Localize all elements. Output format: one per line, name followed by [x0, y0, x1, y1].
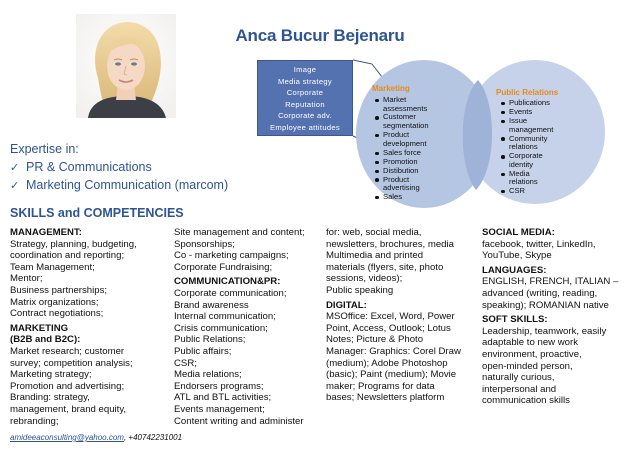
text-line: coordination and reporting;	[10, 250, 125, 262]
text-line: for: web, social media,	[326, 227, 422, 238]
text-line: environment, proactive,	[482, 348, 582, 360]
text-line: interpersonal and	[482, 383, 557, 395]
text-line: rebranding;	[10, 415, 59, 427]
skills-column-4	[482, 227, 632, 407]
text-line: Corporate Fundraising;	[174, 261, 273, 273]
list-item: Promotion	[374, 158, 429, 167]
text-line: Co - marketing campaigns;	[174, 250, 289, 262]
checkmark-icon: ✓	[10, 180, 20, 192]
list-item: development	[383, 139, 427, 149]
footer-separator: ,	[123, 433, 129, 442]
text-line: Corporate communication;	[174, 287, 287, 299]
text-line: Strategy, planning, budgeting,	[10, 238, 137, 250]
marketing-heading: MARKETING	[10, 322, 69, 334]
image-box-line: Reputation	[285, 99, 325, 109]
candidate-name: Anca Bucur Bejenaru	[235, 26, 405, 45]
list-item: Publications	[500, 99, 553, 108]
list-item: Distibution	[374, 167, 429, 176]
list-item: Sales	[374, 193, 429, 202]
text-line: speaking); ROMANIAN native	[482, 299, 609, 311]
text-line: ATL and BTL activities;	[174, 392, 272, 404]
text-line: YouTube, Skype	[482, 250, 552, 262]
digital-heading: DIGITAL:	[326, 299, 367, 311]
list-item: Issue	[500, 117, 553, 126]
expertise-item	[10, 178, 228, 192]
text-line: open-minded person,	[482, 360, 573, 372]
list-item: Media relations	[500, 170, 553, 187]
text-line: CSR;	[174, 357, 197, 369]
image-box-line: Employee attitudes	[270, 122, 340, 132]
text-line: MSOffice: Excel, Word, Power	[326, 311, 455, 323]
text-line: management, brand equity,	[10, 403, 127, 415]
text-line: bases; Newsletters platform	[326, 392, 445, 404]
text-line: Crisis communication;	[174, 322, 268, 334]
soft-skills-heading: SOFT SKILLS:	[482, 314, 548, 326]
text-line: materials (flyers, site, photo	[326, 261, 444, 273]
text-line: Contract negotiations;	[10, 308, 104, 320]
text-line: Team Management;	[10, 261, 95, 273]
text-line: Multimedia and printed	[326, 250, 424, 262]
phone-number: +40742231001	[128, 433, 183, 442]
footer-contact	[10, 433, 182, 442]
list-item: Product advertising	[374, 176, 429, 193]
social-media-heading: SOCIAL MEDIA:	[482, 227, 555, 238]
skills-title: SKILLS and COMPETENCIES	[10, 206, 184, 220]
text-line: communication skills	[482, 395, 570, 407]
list-item: relations	[509, 142, 538, 152]
text-line: Public affairs;	[174, 345, 232, 357]
text-line: advanced (writing, reading,	[482, 287, 598, 299]
text-line: sessions, videos);	[326, 273, 403, 285]
text-line: Marketing strategy;	[10, 369, 92, 381]
text-line: Content writing and administer	[174, 415, 304, 427]
languages-heading: LANGUAGES:	[482, 264, 547, 276]
text-line: Mentor;	[10, 273, 43, 285]
communication-heading: COMMUNICATION&PR:	[174, 276, 281, 288]
text-line: Manager: Graphics: Corel Draw	[326, 345, 461, 357]
image-box-line: Corporate adv.	[278, 111, 332, 121]
image-box-line: Image	[293, 65, 317, 74]
text-line: newsletters, brochures, media	[326, 238, 454, 250]
text-line: (basic); Paint (medium); Movie	[326, 369, 457, 381]
list-item: Product	[374, 131, 429, 140]
text-line: survey; competition analysis;	[10, 357, 133, 369]
expertise-label: Marketing Communication (marcom)	[26, 178, 229, 192]
list-item: Customer	[374, 113, 429, 122]
text-line: maker; Programs for data	[326, 380, 435, 392]
text-line: facebook, twitter, LinkedIn,	[482, 238, 596, 250]
skills-column-3	[326, 227, 476, 404]
text-line: Promotion and advertising;	[10, 380, 125, 392]
list-item: Sales force	[374, 149, 429, 158]
list-item: CSR	[500, 187, 553, 196]
text-line: Sponsorships;	[174, 238, 235, 250]
text-line: Notes; Picture & Photo	[326, 334, 424, 346]
text-line: Events management;	[174, 403, 265, 415]
pr-title: Public Relations	[496, 88, 559, 97]
marketing-title: Marketing	[372, 84, 410, 93]
skills-column-2	[174, 227, 324, 427]
list-item: Community	[500, 135, 553, 144]
text-line: adaptable to new work	[482, 337, 578, 349]
text-line: Media relations;	[174, 369, 242, 381]
list-item: Market assessments	[374, 96, 429, 113]
email-link[interactable]: amideeaconsulting@yahoo.com	[10, 433, 124, 442]
list-item: Events	[500, 108, 553, 117]
text-line: Internal communication;	[174, 311, 276, 323]
text-line: Brand awareness	[174, 299, 249, 311]
text-line: Leadership, teamwork, easily	[482, 325, 607, 337]
marketing-list	[374, 96, 429, 202]
image-box-line: Media strategy	[277, 76, 332, 86]
marketing-heading: (B2B and B2C):	[10, 334, 81, 346]
list-item: Corporate identity	[500, 152, 553, 169]
text-line: Branding: strategy,	[10, 392, 90, 404]
pr-list	[500, 99, 553, 196]
text-line: Market research; customer	[10, 345, 125, 357]
text-line: (medium); Adobe Photoshop	[326, 357, 448, 369]
list-item: segmentation	[383, 121, 429, 131]
image-box-line: Corporate	[286, 88, 324, 98]
list-item: management	[509, 124, 554, 134]
checkmark-icon: ✓	[10, 162, 20, 174]
text-line: Business partnerships;	[10, 284, 108, 296]
text-line: Public speaking	[326, 284, 394, 296]
expertise-title: Expertise in:	[10, 142, 79, 156]
text-line: Point, Access, Outlook; Lotus	[326, 322, 451, 334]
text-line: ENGLISH, FRENCH, ITALIAN –	[482, 276, 619, 288]
text-line: Endorsers programs;	[174, 380, 264, 392]
management-heading: MANAGEMENT:	[10, 227, 82, 238]
expertise-item	[10, 160, 152, 174]
text-line: Site management and content;	[174, 227, 305, 238]
skills-column-1	[10, 227, 165, 427]
expertise-label: PR & Communications	[26, 160, 152, 174]
text-line: naturally curious,	[482, 372, 555, 384]
text-line: Public Relations;	[174, 334, 246, 346]
text-line: Matrix organizations;	[10, 296, 99, 308]
